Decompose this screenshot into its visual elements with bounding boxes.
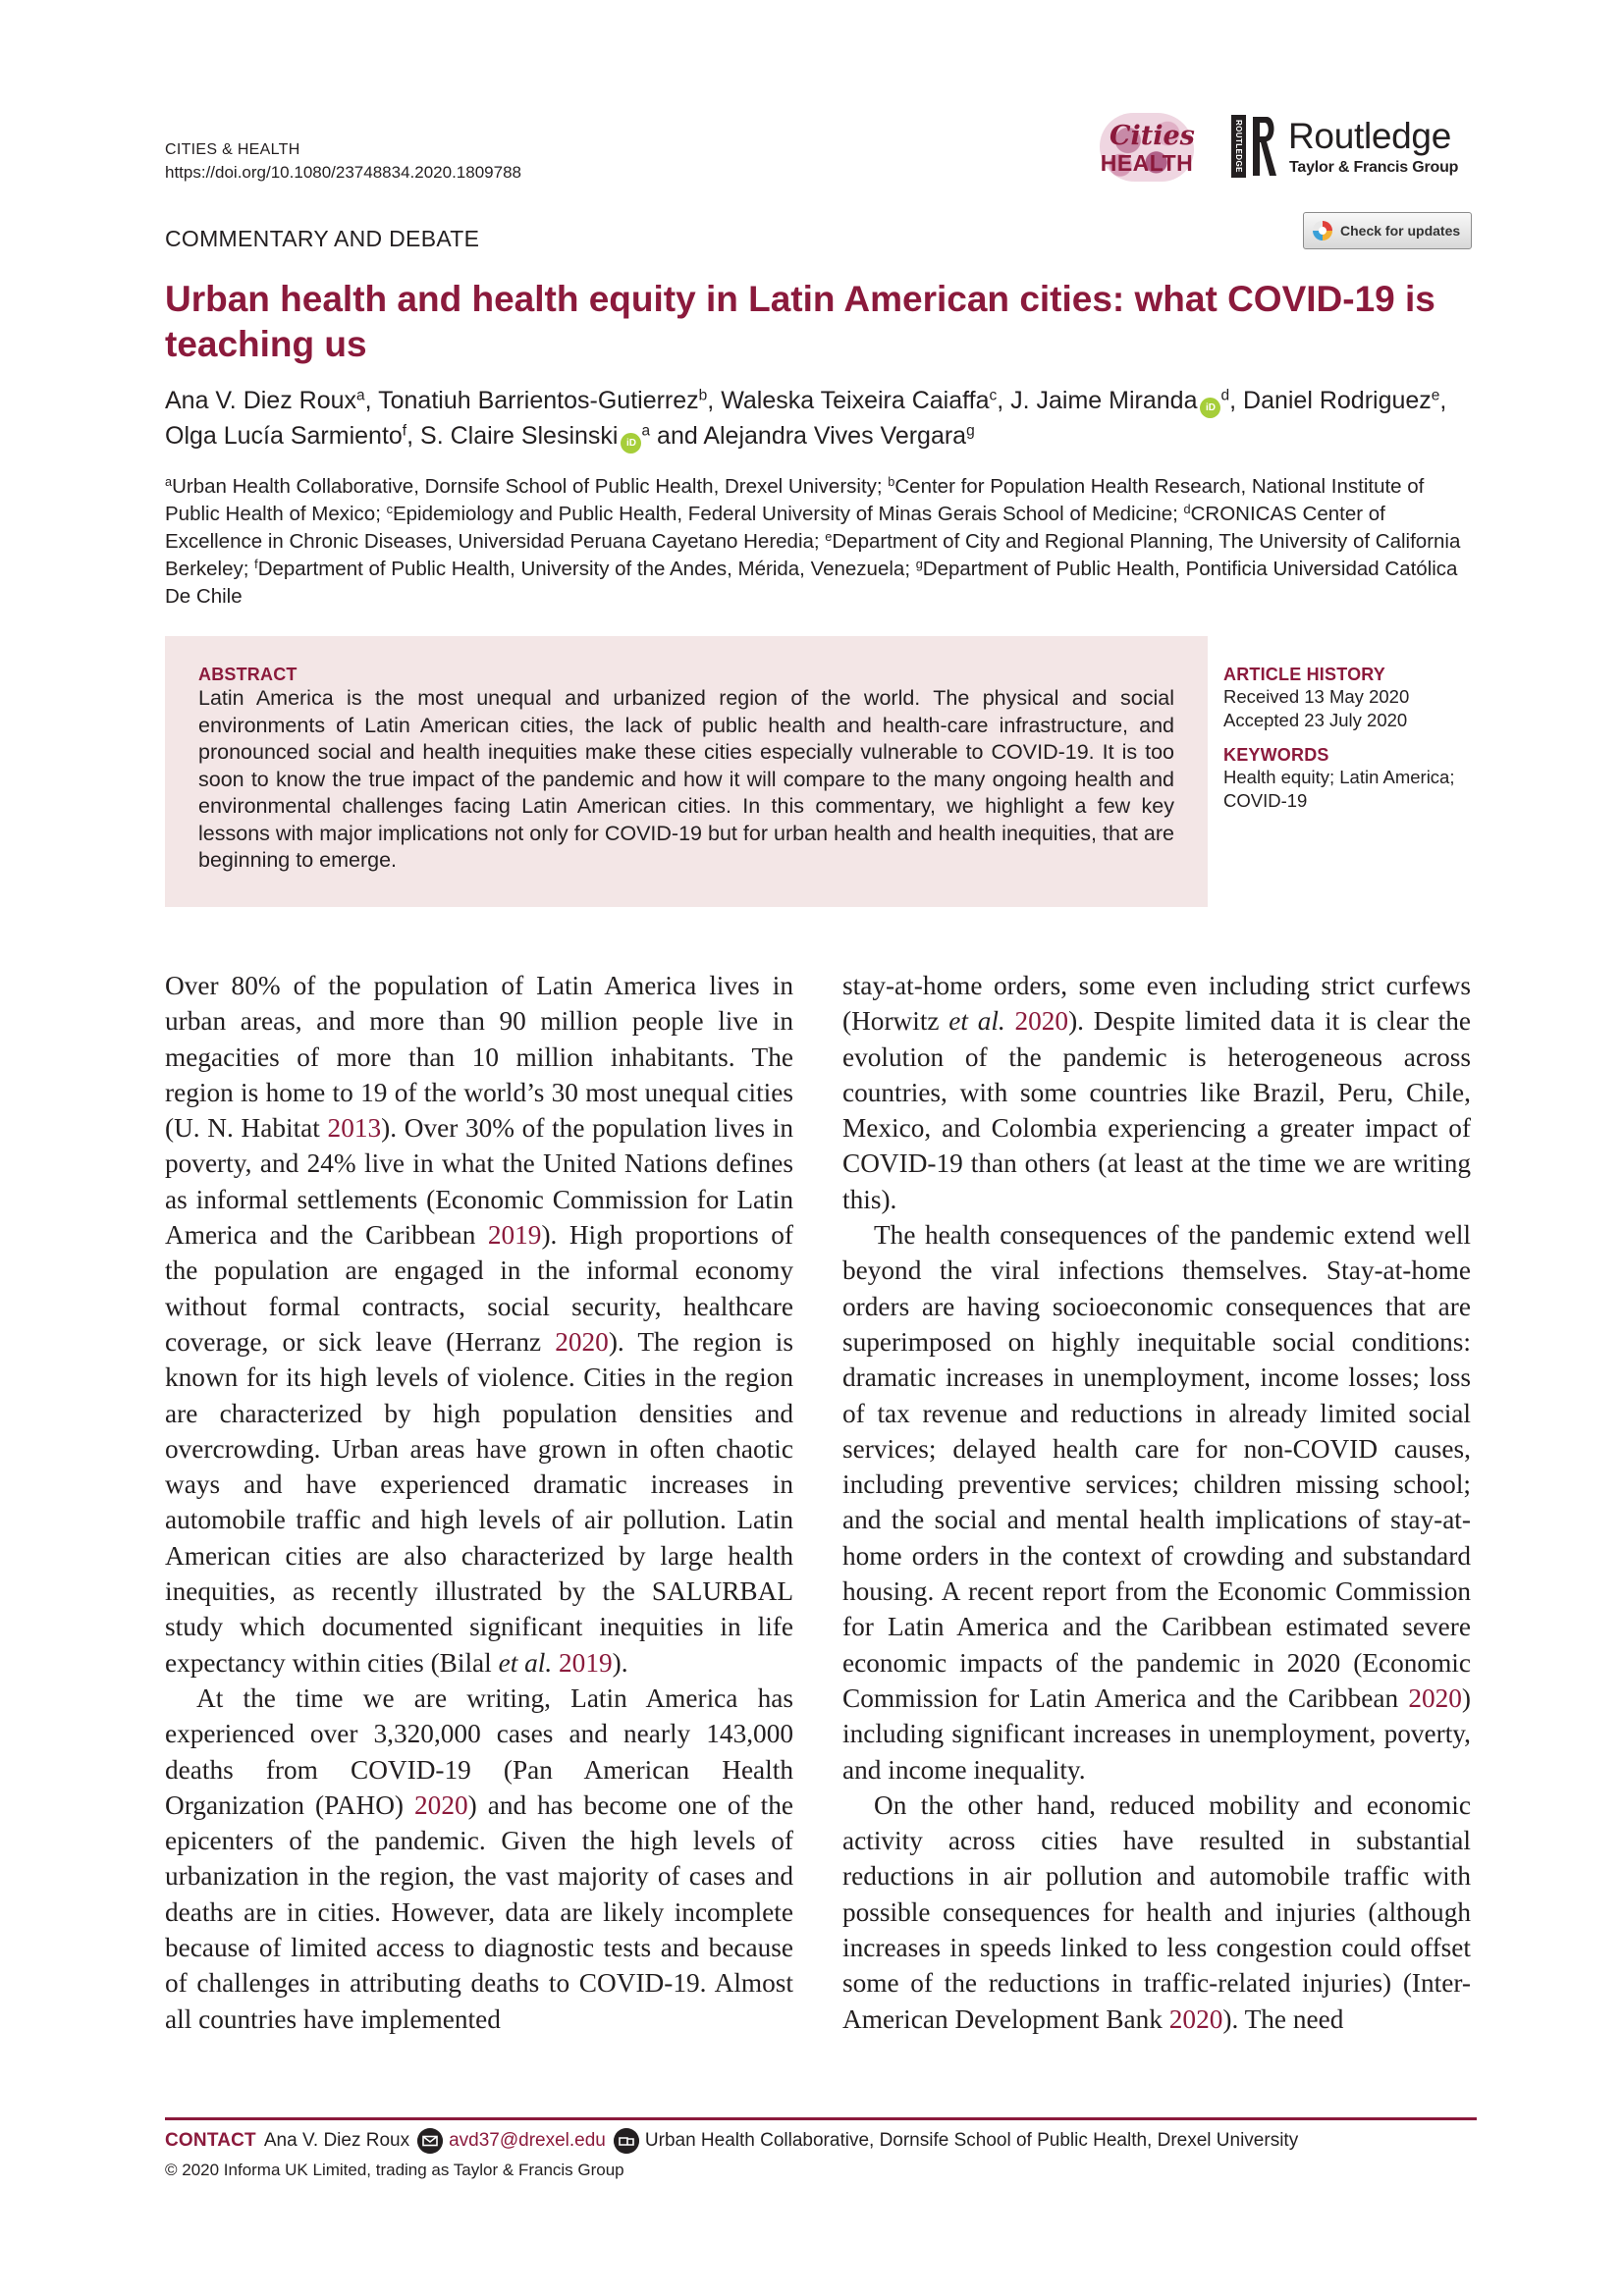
cities-health-logo-line1: Cities [1110,121,1195,151]
author-name: Alejandra Vives Vergara [703,422,967,450]
article-history [1223,664,1479,813]
affiliation-mark: c [386,502,393,517]
author-separator: , [997,387,1011,414]
body-text: ). The need [1222,2003,1344,2034]
affiliation-text: Department of Public Health, University of the Andes, Mérida, Venezuela; [257,558,916,580]
history-heading: ARTICLE HISTORY [1223,665,1386,684]
author-separator: , [1439,387,1447,414]
author-name: J. Jaime Miranda [1010,387,1198,414]
check-updates-label: Check for updates [1340,223,1461,239]
body-column-right [842,968,1471,2037]
citation-year[interactable]: 2020 [1408,1682,1462,1713]
check-updates-icon [1312,220,1333,241]
citation-year[interactable]: 2020 [1168,2003,1223,2034]
citation-year[interactable]: 2020 [555,1326,609,1357]
affiliations [165,473,1477,611]
body-text: ). High proportions of the population are engaged in the informal economy without formal contracts, social security, healthcare coverage, or sick leave (Herranz [165,1220,793,1357]
author-separator: , [1229,387,1244,414]
affiliation-mark: a [165,474,173,490]
body-paragraph [165,1681,793,2037]
citation-etal: et al. [948,1006,1005,1037]
author-affiliation-mark: f [402,422,407,440]
routledge-r-icon [1251,115,1278,178]
abstract-text: Latin America is the most unequal and urbanized region of the world. The physical and social environments of Latin American cities, the lack of public health and health-care infrastructure, and pronounced social and health inequities make these cities especially vulnerable to COVID-19. It is too soon to know the true impact of the pandemic and how it will compare to the many ongoing health and environmental challenges facing Latin American cities. In this commentary, we highlight a few key lessons with major implications not only for COVID-19 but for urban health and health inequities, that are beginning to emerge. [198,686,1174,872]
citation-etal: et al. [498,1647,553,1678]
doi-link[interactable]: https://doi.org/10.1080/23748834.2020.1809788 [165,163,521,182]
author-affiliation-mark: d [1220,387,1230,404]
author-name: Olga Lucía Sarmiento [165,422,403,450]
affiliation-text: Department of Public Health, Pontificia Universidad Católica De Chile [165,558,1458,608]
orcid-icon: iD [1200,398,1220,418]
affiliation-text: Center for Population Health Research, National Institute of Public Health of Mexico; [165,475,1425,525]
affiliation-text: CRONICAS Center of Excellence in Chronic Diseases, Universidad Peruana Cayetano Heredia; [165,503,1385,553]
body-paragraph [842,1217,1471,1788]
author-name: S. Claire Slesinski [420,422,619,450]
affiliation-text: Department of City and Regional Planning, The University of California Berkeley; [165,530,1461,580]
contact-email[interactable]: avd37@drexel.edu [449,2130,606,2151]
affiliation-mark: d [1183,502,1191,517]
body-text: ) including significant increases in unemployment, poverty, and income inequality. [842,1682,1471,1785]
contact-address: Urban Health Collaborative, Dornsife School of Public Health, Drexel University [644,2130,1299,2151]
author-name: Tonatiuh Barrientos-Gutierrez [378,387,699,414]
journal-name: CITIES & HEALTH [165,141,300,158]
author-separator: , [364,387,379,414]
affiliation-mark: g [915,557,923,572]
affiliation-text: Urban Health Collaborative, Dornsife School of Public Health, Drexel University; [172,475,889,498]
cities-health-logo [1100,113,1194,182]
footer-divider [165,2117,1477,2120]
affiliation-mark: f [254,557,258,572]
citation-year[interactable]: 2020 [414,1789,468,1820]
check-for-updates-button[interactable] [1303,212,1472,249]
contact-name: Ana V. Diez Roux [263,2130,410,2151]
author-affiliation-mark: c [989,387,998,404]
body-column-left [165,968,793,2037]
affiliation-mark: b [888,474,895,490]
body-text: At the time we are writing, Latin America has experienced over 3,320,000 cases and nearly 143,000 deaths from COVID-19 (Pan American Health Organization (PAHO) [165,1682,793,1820]
affiliation-mark: e [825,529,833,545]
author-name: Ana V. Diez Roux [165,387,357,414]
author-affiliation-mark: b [698,387,708,404]
body-text: ). Over 30% of the population lives in poverty, and 24% live in what the United Nations defines as informal settlements (Economic Commission for Latin America and the Caribbean [165,1113,794,1251]
contact-line [165,2128,1477,2154]
routledge-vertical-text: ROUTLEDGE [1231,115,1246,178]
body-text [552,1648,559,1678]
author-name: Waleska Teixeira Caiaffa [721,387,990,414]
body-paragraph [165,968,793,1681]
body-text: ) and has become one of the epicenters of the pandemic. Given the high levels of urbanization in the region, the vast majority of cases and deaths are in cities. However, data are likely incomplete because of limited access to diagnostic tests and because of challenges in attributing deaths to COVID-19. Almost all countries have implemented [165,1789,793,2034]
publisher-name: Routledge [1288,116,1451,156]
abstract-heading: ABSTRACT [198,665,298,684]
received-date: Received 13 May 2020 [1223,686,1410,707]
author-separator: , [406,422,421,450]
cities-health-logo-line2: HEALTH [1100,150,1194,176]
copyright: © 2020 Informa UK Limited, trading as Taylor & Francis Group [165,2161,624,2179]
contact-label: CONTACT [165,2130,256,2151]
author-affiliation-mark: e [1431,387,1440,404]
body-text: ). The region is known for its high levels of violence. Cities in the region are characterized by high population densities and overcrowding. Urban areas have grown in often chaotic ways and have experienced dramatic increases in automobile traffic and high levels of air pollution. Latin American cities are also characterized by large health inequities, as recently illustrated by the SALURBAL study which documented significant inequities in life expectancy within cities (Bilal [165,1326,793,1678]
body-text: Over 80% of the population of Latin America lives in urban areas, and more than 90 million people live in megacities of more than 10 million inhabitants. The region is home to 19 of the world’s 30 most unequal cities (U. N. Habitat [165,971,793,1144]
address-icon [614,2128,639,2154]
email-icon [417,2128,443,2154]
body-text: ). [612,1647,628,1678]
author-affiliation-mark: g [966,422,975,440]
citation-year[interactable]: 2020 [1014,1006,1069,1037]
author-separator: , [707,387,722,414]
body-paragraph [842,968,1471,1217]
keywords-heading: KEYWORDS [1223,745,1329,765]
author-name: Daniel Rodriguez [1243,387,1432,414]
citation-year[interactable]: 2019 [559,1647,613,1678]
author-list [165,383,1477,454]
author-affiliation-mark: a [356,387,365,404]
keywords: Health equity; Latin America; COVID-19 [1223,767,1455,811]
body-text: The health consequences of the pandemic extend well beyond the viral infections themselves. Stay-at-home orders are having socioeconomic consequences that are superimposed on highly inequitable social conditions: dramatic increases in unemployment, income losses; loss of tax revenue and reductions in already limited social services; delayed health care for non-COVID causes, including preventive services; children missing school; and the social and mental health implications of stay-at-home orders in the context of crowding and substandard housing. A recent report from the Economic Commission for Latin America and the Caribbean estimated severe economic impacts of the pandemic in 2020 (Economic Commission for Latin America and the Caribbean [842,1220,1471,1713]
accepted-date: Accepted 23 July 2020 [1223,710,1408,730]
body-text: On the other hand, reduced mobility and economic activity across cities have resulted in substantial reductions in air pollution and automobile traffic with possible consequences for health and injuries (although increases in speeds linked to less congestion could offset some of the reductions in traffic-related injuries) (Inter-American Development Bank [842,1789,1471,2034]
author-separator: and [650,422,704,450]
journal-header [165,138,521,184]
body-paragraph [842,1788,1471,2037]
article-title: Urban health and health equity in Latin American cities: what COVID-19 is teaching us [165,279,1435,364]
affiliation-text: Epidemiology and Public Health, Federal University of Minas Gerais School of Medicine; [392,503,1184,525]
article-type: COMMENTARY AND DEBATE [165,226,480,251]
routledge-logo [1231,111,1477,184]
body-text: stay-at-home orders, some even including strict curfews (Horwitz [842,971,1471,1037]
body-text: ). Despite limited data it is clear the evolution of the pandemic is heterogeneous across countries, with some countries like Brazil, Peru, Chile, Mexico, and Colombia experiencing a greater impact of COVID-19 than others (at least at the time we are writing this). [842,1006,1471,1214]
citation-year[interactable]: 2019 [487,1220,542,1251]
publisher-subtitle: Taylor & Francis Group [1289,159,1459,176]
citation-year[interactable]: 2013 [327,1113,382,1144]
orcid-icon: iD [621,433,641,454]
abstract-box [165,636,1208,907]
author-affiliation-mark: a [641,422,651,440]
